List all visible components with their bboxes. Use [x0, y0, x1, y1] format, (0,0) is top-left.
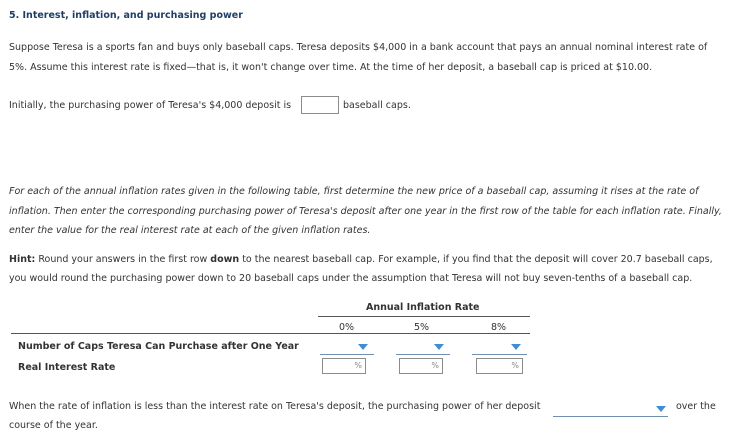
- caps-dropdown-5pct[interactable]: [396, 336, 450, 355]
- initial-prefix: Initially, the purchasing power of Teresa's $4,000 deposit is: [9, 100, 292, 111]
- table-divider: [11, 333, 530, 334]
- caps-dropdown-0pct[interactable]: [320, 336, 374, 355]
- conclusion-line-2: course of the year.: [9, 420, 98, 431]
- intro-line-2: 5%. Assume this interest rate is fixed—that is, it won't change over time. At the time of her deposit, a baseball cap is priced at $10.00.: [9, 62, 653, 73]
- chevron-down-icon: [511, 344, 521, 350]
- real-rate-input-0pct[interactable]: %: [322, 358, 366, 374]
- table-header-annual-inflation: Annual Inflation Rate: [366, 302, 480, 313]
- row-label-real-interest: Real Interest Rate: [18, 362, 116, 373]
- col-header-8pct: 8%: [491, 322, 507, 333]
- hint-text-a: Round your answers in the first row: [38, 254, 208, 265]
- hint-line-1: [9, 254, 713, 265]
- hint-line-2: you would round the purchasing power down to 20 baseball caps under the assumption that Teresa will not buy seven-tenths of a baseball cap.: [9, 273, 693, 284]
- initial-purchasing-power-input[interactable]: [301, 96, 339, 114]
- chevron-down-icon: [656, 406, 666, 412]
- chevron-down-icon: [358, 344, 368, 350]
- question-title: 5. Interest, inflation, and purchasing power: [9, 10, 243, 21]
- purchasing-power-change-dropdown[interactable]: [553, 398, 668, 417]
- col-header-0pct: 0%: [339, 322, 355, 333]
- hint-label: Hint:: [9, 254, 36, 265]
- hint-down: down: [210, 254, 240, 265]
- instructions-line-1: For each of the annual inflation rates given in the following table, first determine the new price of a baseball cap, assuming it rises at the rate of: [9, 186, 699, 197]
- hint-text-b: to the nearest baseball cap. For example, if you find that the deposit will cover 20.7 baseball caps,: [242, 254, 713, 265]
- instructions-line-2: inflation. Then enter the corresponding purchasing power of Teresa's deposit after one year in the first row of the table for each inflation rate. Finally,: [9, 206, 722, 217]
- header-underline: [318, 316, 530, 317]
- real-rate-input-8pct[interactable]: %: [476, 358, 523, 374]
- instructions-line-3: enter the value for the real interest rate at each of the given inflation rates.: [9, 225, 371, 236]
- col-header-5pct: 5%: [414, 322, 430, 333]
- caps-dropdown-8pct[interactable]: [472, 336, 527, 355]
- initial-suffix: baseball caps.: [343, 100, 411, 111]
- intro-line-1: Suppose Teresa is a sports fan and buys only baseball caps. Teresa deposits $4,000 in a bank account that pays an annual nominal interest rate of: [9, 42, 708, 53]
- row-label-caps: Number of Caps Teresa Can Purchase after One Year: [18, 341, 299, 352]
- chevron-down-icon: [434, 344, 444, 350]
- conclusion-text-a: When the rate of inflation is less than the interest rate on Teresa's deposit, the purchasing power of her deposit: [9, 401, 541, 412]
- conclusion-text-b: over the: [676, 401, 716, 412]
- real-rate-input-5pct[interactable]: %: [399, 358, 443, 374]
